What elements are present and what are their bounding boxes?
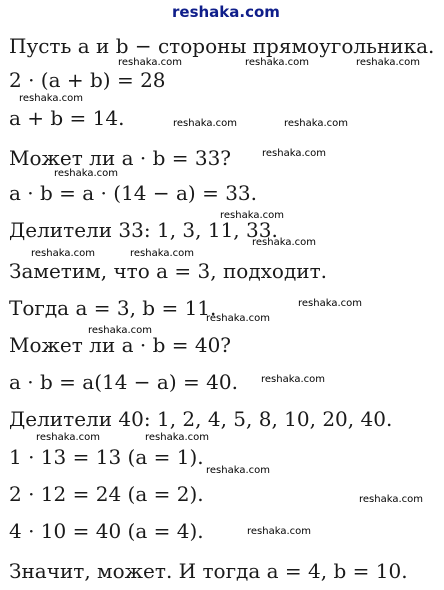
watermark: reshaka.com <box>173 118 237 129</box>
watermark: reshaka.com <box>36 432 100 443</box>
watermark: reshaka.com <box>206 313 270 324</box>
solution-line-15: Значит, может. И тогда a = 4, b = 10. <box>9 559 408 583</box>
solution-line-11: Делители 40: 1, 2, 4, 5, 8, 10, 20, 40. <box>9 407 393 431</box>
watermark: reshaka.com <box>206 465 270 476</box>
watermark: reshaka.com <box>298 298 362 309</box>
watermark: reshaka.com <box>284 118 348 129</box>
solution-line-13: 2 · 12 = 24 (a = 2). <box>9 482 204 506</box>
solution-line-1: Пусть a и b − стороны прямоугольника. <box>9 34 435 58</box>
solution-line-6: Делители 33: 1, 3, 11, 33. <box>9 218 278 242</box>
watermark: reshaka.com <box>247 526 311 537</box>
solution-line-9: Может ли a · b = 40? <box>9 333 232 357</box>
watermark: reshaka.com <box>88 325 152 336</box>
watermark: reshaka.com <box>245 57 309 68</box>
watermark: reshaka.com <box>31 248 95 259</box>
watermark-header: reshaka.com <box>172 3 280 21</box>
watermark: reshaka.com <box>130 248 194 259</box>
watermark: reshaka.com <box>252 237 316 248</box>
watermark: reshaka.com <box>356 57 420 68</box>
solution-line-3: a + b = 14. <box>9 106 125 130</box>
watermark: reshaka.com <box>220 210 284 221</box>
watermark: reshaka.com <box>145 432 209 443</box>
watermark: reshaka.com <box>54 168 118 179</box>
solution-line-5: a · b = a · (14 − a) = 33. <box>9 181 257 205</box>
watermark: reshaka.com <box>19 93 83 104</box>
solution-line-8: Тогда a = 3, b = 11. <box>9 296 217 320</box>
solution-line-10: a · b = a(14 − a) = 40. <box>9 370 238 394</box>
watermark: reshaka.com <box>262 148 326 159</box>
solution-line-2: 2 · (a + b) = 28 <box>9 68 166 92</box>
watermark: reshaka.com <box>118 57 182 68</box>
solution-line-12: 1 · 13 = 13 (a = 1). <box>9 445 204 469</box>
solution-line-4: Может ли a · b = 33? <box>9 146 232 170</box>
solution-line-7: Заметим, что a = 3, подходит. <box>9 259 328 283</box>
watermark: reshaka.com <box>359 494 423 505</box>
solution-line-14: 4 · 10 = 40 (a = 4). <box>9 519 204 543</box>
watermark: reshaka.com <box>261 374 325 385</box>
